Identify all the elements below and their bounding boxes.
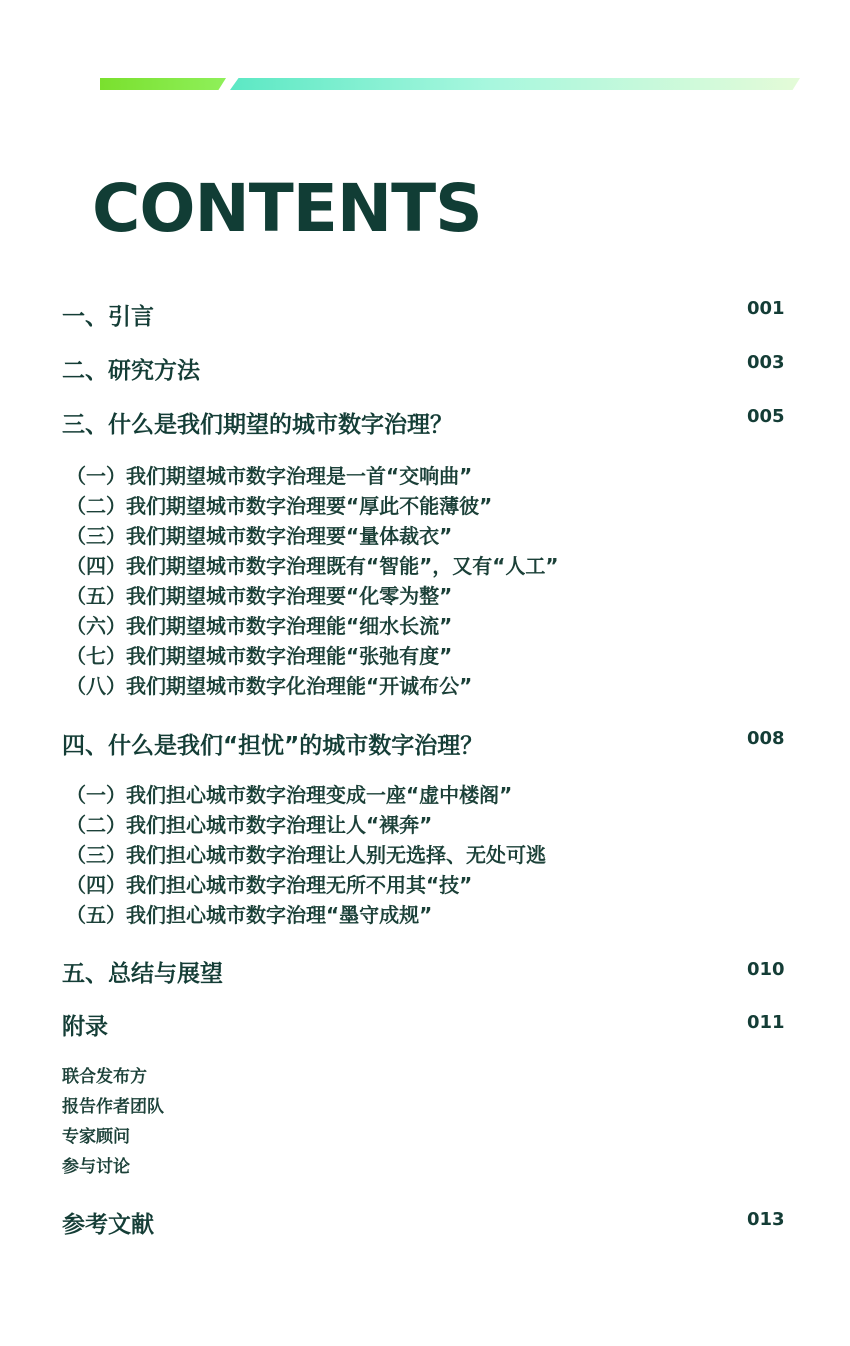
toc-subitem[interactable]: （八）我们期望城市数字化治理能“开诚布公” (66, 674, 473, 698)
toc-heading[interactable]: 一、引言 (62, 304, 154, 330)
toc-heading[interactable]: 三、什么是我们期望的城市数字治理？ (62, 412, 453, 438)
header-accent-bar-left (100, 78, 226, 90)
toc-appendix-item[interactable]: 专家顾问 (62, 1127, 130, 1147)
toc-appendix-item[interactable]: 报告作者团队 (62, 1097, 164, 1117)
toc-subitem[interactable]: （六）我们期望城市数字治理能“细水长流” (66, 614, 453, 638)
toc-subitem[interactable]: （一）我们期望城市数字治理是一首“交响曲” (66, 464, 473, 488)
toc-subitem[interactable]: （三）我们担心城市数字治理让人别无选择、无处可逃 (66, 843, 546, 867)
toc-subitem[interactable]: （四）我们担心城市数字治理无所不用其“技” (66, 873, 473, 897)
toc-subitem[interactable]: （三）我们期望城市数字治理要“量体裁衣” (66, 524, 453, 548)
toc-heading[interactable]: 附录 (62, 1014, 108, 1040)
toc-subitem[interactable]: （四）我们期望城市数字治理既有“智能”，又有“人工” (66, 554, 559, 578)
toc-subitem[interactable]: （七）我们期望城市数字治理能“张弛有度” (66, 644, 453, 668)
toc-heading[interactable]: 参考文献 (62, 1212, 154, 1238)
toc-page-number: 005 (747, 406, 785, 427)
header-accent-bar-right (230, 78, 800, 90)
contents-title: CONTENTS (92, 170, 482, 247)
toc-page-number: 008 (747, 728, 785, 749)
toc-subitem[interactable]: （五）我们期望城市数字治理要“化零为整” (66, 584, 453, 608)
toc-appendix-item[interactable]: 参与讨论 (62, 1157, 130, 1177)
toc-heading[interactable]: 五、总结与展望 (62, 961, 223, 987)
toc-heading[interactable]: 四、什么是我们“担忧”的城市数字治理？ (62, 733, 484, 759)
toc-page-number: 010 (747, 959, 785, 980)
toc-appendix-item[interactable]: 联合发布方 (62, 1067, 147, 1087)
toc-page-number: 011 (747, 1012, 785, 1033)
toc-page-number: 001 (747, 298, 785, 319)
toc-subitem[interactable]: （一）我们担心城市数字治理变成一座“虚中楼阁” (66, 783, 513, 807)
toc-page-number: 003 (747, 352, 785, 373)
toc-heading[interactable]: 二、研究方法 (62, 358, 200, 384)
toc-subitem[interactable]: （二）我们期望城市数字治理要“厚此不能薄彼” (66, 494, 493, 518)
toc-subitem[interactable]: （二）我们担心城市数字治理让人“裸奔” (66, 813, 433, 837)
toc-subitem[interactable]: （五）我们担心城市数字治理“墨守成规” (66, 903, 433, 927)
toc-page-number: 013 (747, 1209, 785, 1230)
